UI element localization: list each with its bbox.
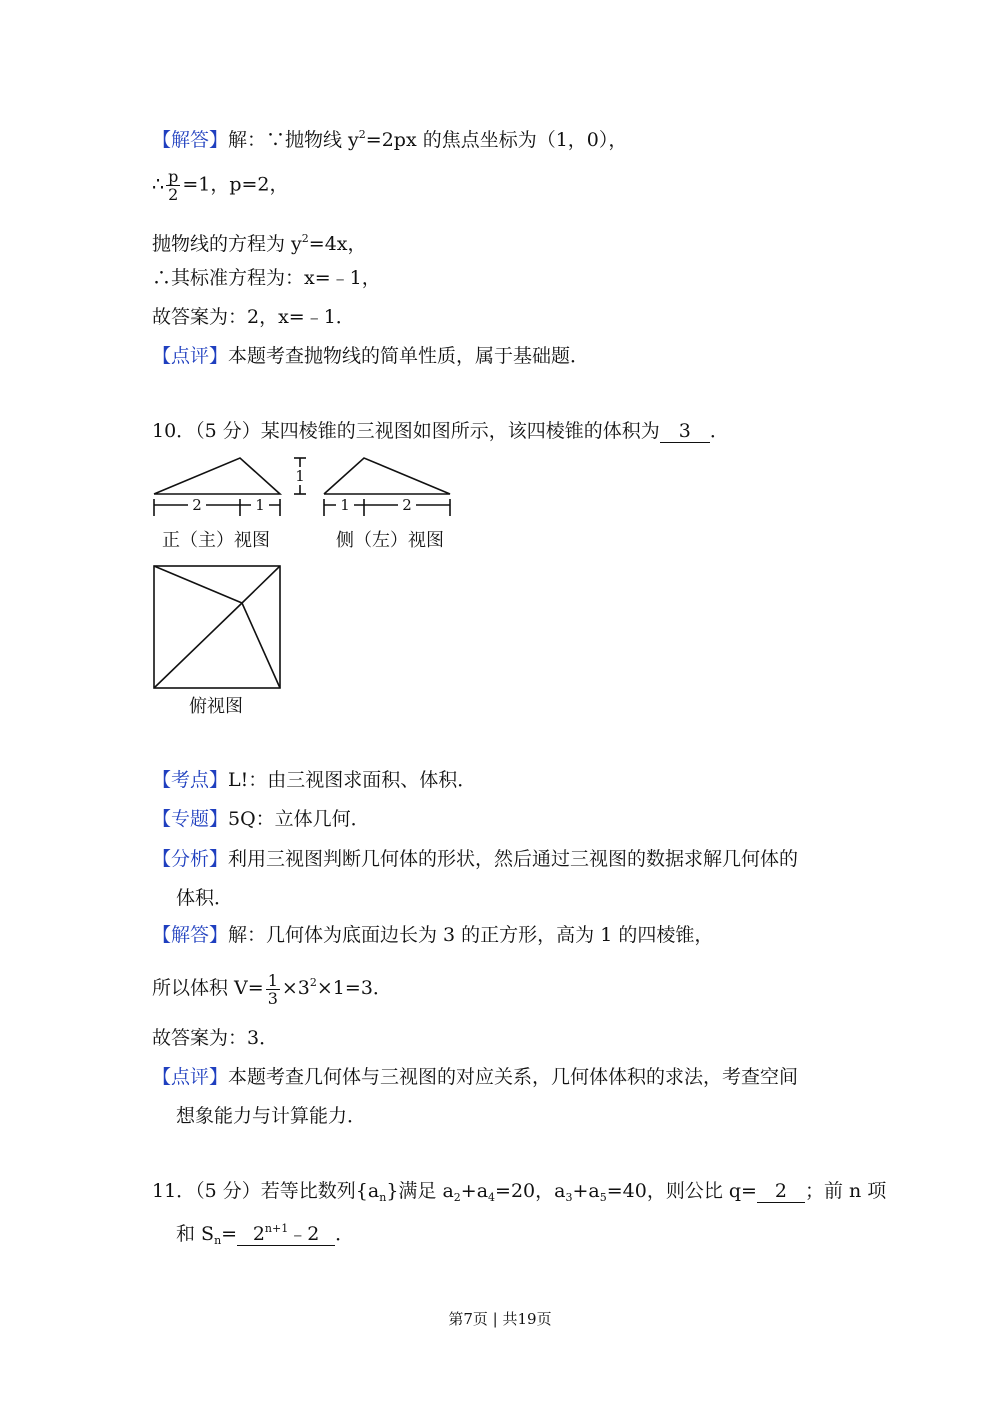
q11-stem	[152, 1178, 886, 1211]
text: 利用三视图判断几何体的形状，然后通过三视图的数据求解几何体的	[228, 848, 799, 870]
text: ×3	[281, 977, 310, 999]
three-view-figure	[140, 448, 470, 698]
superscript: 2	[301, 232, 309, 245]
text: ；前 n 项	[804, 1180, 887, 1202]
text: 解：几何体为底面边长为 3 的正方形，高为 1 的四棱锥，	[228, 924, 714, 946]
subscript: 5	[599, 1191, 607, 1204]
text: 和 S	[176, 1223, 215, 1245]
text: =1，p=2，	[182, 173, 289, 196]
text: =4x，	[308, 233, 367, 255]
q10-comment-cont: 想象能力与计算能力．	[176, 1105, 367, 1127]
kaodian-tag: 【考点】	[152, 769, 229, 791]
text: 5Q：立体几何．	[228, 808, 370, 830]
fraction	[166, 168, 180, 203]
solution-tag: 【解答】	[152, 924, 229, 946]
q9-solution-line4: ∴其标准方程为：x=﹣1，	[152, 267, 381, 289]
front-dim-2: 2	[192, 496, 202, 514]
fraction	[266, 972, 280, 1007]
text: ．	[335, 1223, 355, 1245]
subscript: 4	[488, 1191, 496, 1204]
comment-tag: 【点评】	[152, 1066, 229, 1088]
q9-solution-line2	[152, 168, 289, 203]
side-view-triangle	[324, 458, 450, 494]
text: 10．（5 分）某四棱锥的三视图如图所示，该四棱锥的体积为	[152, 420, 660, 442]
numerator: 1	[267, 970, 278, 990]
q11-stem-cont	[176, 1218, 354, 1254]
text: L!：由三视图求面积、体积．	[228, 769, 477, 791]
q9-answer-line: 故答案为：2，x=﹣1．	[152, 306, 355, 328]
q9-comment	[152, 343, 589, 369]
q10-knowledge-point	[152, 767, 476, 793]
text: 解：∵抛物线 y	[228, 129, 359, 151]
denominator: 2	[168, 185, 179, 204]
text: 所以体积 V=	[152, 977, 264, 999]
front-view-triangle	[154, 458, 280, 494]
subscript: n	[214, 1234, 222, 1247]
text: ×1=3．	[316, 977, 392, 999]
answer-blank: 3	[660, 420, 710, 443]
q9-solution-line1	[152, 122, 627, 153]
side-dim-1: 1	[340, 496, 350, 514]
text: }满足 a	[386, 1180, 454, 1202]
denominator: 3	[267, 988, 278, 1008]
text: 抛物线的方程为 y	[152, 233, 302, 255]
text: 11．（5 分）若等比数列{a	[152, 1180, 380, 1202]
fenxi-tag: 【分析】	[152, 848, 229, 870]
q10-topic	[152, 806, 370, 832]
q10-stem	[152, 418, 729, 444]
height-dim: 1	[295, 467, 305, 485]
q10-volume-formula	[152, 970, 392, 1007]
q10-comment	[152, 1064, 798, 1090]
q10-solution	[152, 922, 713, 948]
subscript: 2	[453, 1191, 461, 1204]
q10-answer-line: 故答案为：3．	[152, 1027, 279, 1049]
comment-tag: 【点评】	[152, 345, 229, 367]
text: +a	[572, 1180, 600, 1202]
text: 本题考查几何体与三视图的对应关系，几何体体积的求法，考查空间	[228, 1066, 799, 1088]
subscript: n	[379, 1191, 387, 1204]
text: =40，则公比 q=	[606, 1180, 757, 1202]
superscript: 2	[309, 976, 317, 989]
text: =	[221, 1223, 238, 1245]
q10-analysis	[152, 846, 798, 872]
page-footer: 第7页 | 共19页	[448, 1310, 552, 1328]
text: 本题考查抛物线的简单性质，属于基础题．	[228, 345, 590, 367]
numerator: p	[168, 167, 179, 186]
top-view-label: 俯视图	[189, 696, 243, 717]
front-view-label: 正（主）视图	[162, 530, 270, 551]
side-dim-2: 2	[402, 496, 412, 514]
q10-analysis-cont: 体积．	[176, 887, 234, 909]
solution-tag: 【解答】	[152, 129, 229, 151]
answer-exponent: n+1	[264, 1222, 289, 1235]
text: +a	[460, 1180, 489, 1202]
answer-blank-q: 2	[757, 1180, 805, 1203]
therefore-sign: ∴	[152, 173, 165, 196]
subscript: 3	[565, 1191, 573, 1204]
text: =20，a	[495, 1180, 566, 1202]
front-dim-1: 1	[255, 496, 265, 514]
zhuanti-tag: 【专题】	[152, 808, 229, 830]
side-view-label: 侧（左）视图	[336, 530, 444, 551]
answer-blank-sn	[237, 1218, 335, 1246]
text: ．	[709, 420, 729, 442]
answer-base: 2	[252, 1223, 265, 1245]
text: =2px 的焦点坐标为（1，0），	[365, 129, 628, 151]
answer-tail: ﹣2	[288, 1223, 320, 1245]
q9-solution-line3	[152, 226, 367, 257]
superscript: 2	[358, 128, 366, 141]
